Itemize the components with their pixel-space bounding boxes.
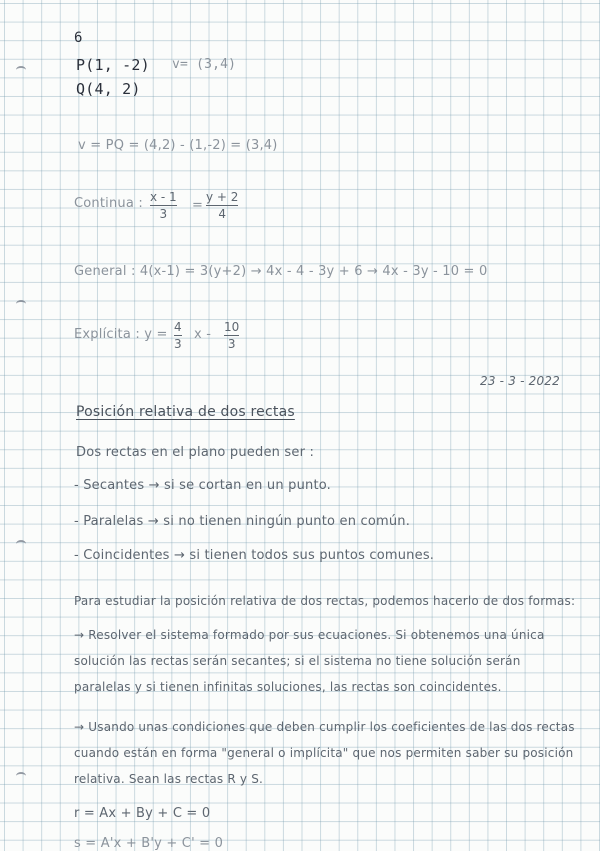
- equals-sign: =: [192, 198, 204, 213]
- explicita-fraction-intercept: [224, 320, 239, 351]
- continua-fraction-y: [206, 190, 238, 221]
- explicita-mid: x -: [194, 327, 212, 342]
- denominator: 3: [174, 337, 182, 351]
- fraction-bar: [206, 205, 238, 206]
- equation-s: s = A'x + B'y + C' = 0: [74, 836, 224, 851]
- explicita-fraction-slope: [174, 320, 182, 351]
- bullet-coincidentes: - Coincidentes → si tienen todos sus puntos comunes.: [74, 548, 435, 563]
- denominator: 4: [218, 207, 227, 221]
- general-equation: General : 4(x-1) = 3(y+2) → 4x - 4 - 3y + 6 → 4x - 3y - 10 = 0: [74, 264, 488, 279]
- explicita-label: Explícita : y =: [74, 327, 168, 342]
- bullet-secantes: - Secantes → si se cortan en un punto.: [74, 478, 332, 493]
- method-2-line-2: cuando están en forma "general o implícita" que nos permiten saber su posición: [74, 746, 574, 760]
- binder-hole: [16, 66, 26, 74]
- section-heading: Posición relativa de dos rectas: [76, 404, 295, 420]
- method-2-line-1: → Usando unas condiciones que deben cumplir los coeficientes de las dos rectas: [74, 720, 575, 734]
- bullet-paralelas: - Paralelas → si no tienen ningún punto en común.: [74, 514, 411, 529]
- intro-line: Dos rectas en el plano pueden ser :: [76, 445, 315, 460]
- numerator: x - 1: [150, 190, 177, 204]
- fraction-bar: [174, 335, 182, 336]
- paragraph-intro: Para estudiar la posición relativa de dos rectas, podemos hacerlo de dos formas:: [74, 594, 576, 608]
- numerator: 4: [174, 320, 182, 334]
- continua-fraction-x: [150, 190, 177, 221]
- binder-hole: [16, 772, 26, 780]
- method-1-line-1: → Resolver el sistema formado por sus ecuaciones. Si obtenemos una única: [74, 628, 545, 642]
- point-q: Q(4, 2): [76, 80, 141, 98]
- continua-label: Continua :: [74, 196, 143, 211]
- vector-equation: v = PQ = (4,2) - (1,-2) = (3,4): [78, 138, 278, 153]
- date: 23 - 3 - 2022: [480, 374, 560, 388]
- page-number: 6: [74, 30, 83, 46]
- denominator: 3: [159, 207, 168, 221]
- denominator: 3: [227, 337, 236, 351]
- fraction-bar: [150, 205, 177, 206]
- numerator: 10: [224, 320, 240, 334]
- point-p: P(1, -2): [76, 56, 150, 74]
- numerator: y + 2: [206, 190, 239, 204]
- method-1-line-2: solución las rectas serán secantes; si el sistema no tiene solución serán: [74, 654, 521, 668]
- fraction-bar: [224, 335, 239, 336]
- binder-hole: [16, 300, 26, 308]
- method-1-line-3: paralelas y si tienen infinitas soluciones, las rectas son coincidentes.: [74, 680, 502, 694]
- equation-r: r = Ax + By + C = 0: [74, 806, 211, 821]
- method-2-line-3: relativa. Sean las rectas R y S.: [74, 772, 264, 786]
- direction-vector: v= (3,4): [172, 57, 237, 72]
- binder-hole: [16, 540, 26, 548]
